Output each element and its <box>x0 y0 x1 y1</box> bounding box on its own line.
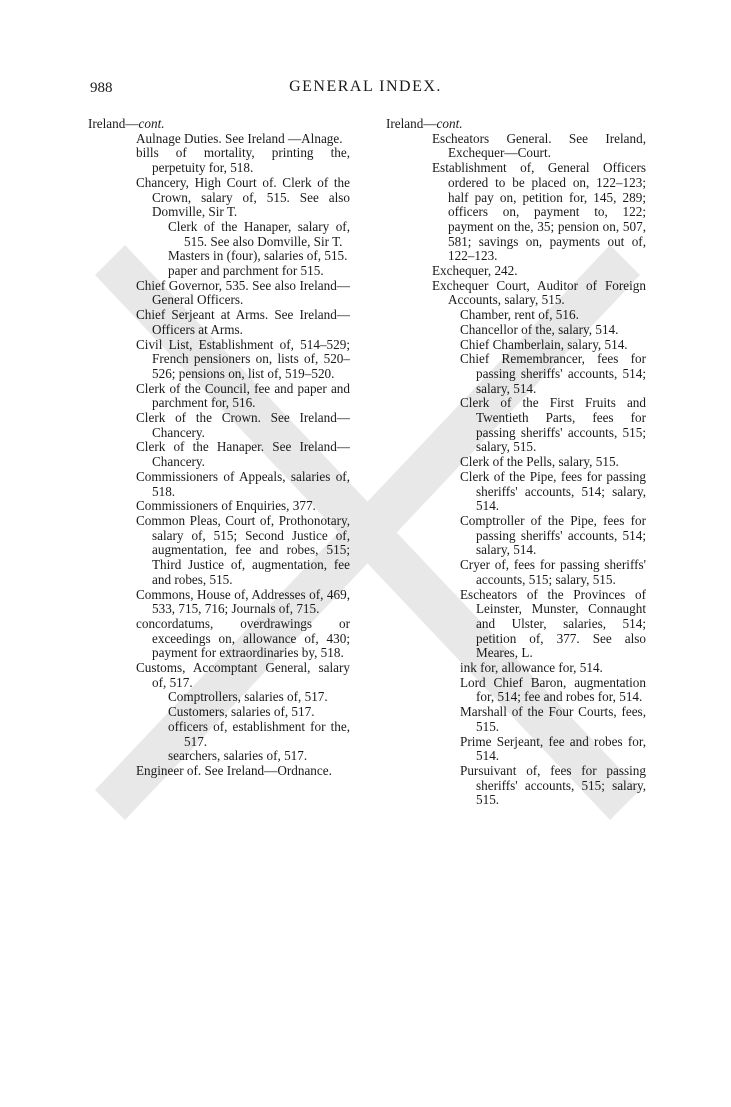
index-subentry: Marshall of the Four Courts, fees, 515. <box>460 704 646 734</box>
index-subentry: Clerk of the Pipe, fees for passing sheriffs' accounts, 514; salary, 514. <box>460 468 646 514</box>
page-title: GENERAL INDEX. <box>289 78 442 95</box>
index-subentry: paper and parchment for 515. <box>168 263 324 279</box>
left-column <box>88 117 350 779</box>
index-entry: Clerk of the Crown. See Ireland—Chancery. <box>136 410 350 440</box>
index-subentry: Lord Chief Baron, augmentation for, 514; fee and robes for, 514. <box>460 674 646 705</box>
right-column <box>386 117 646 808</box>
index-entry: Establishment of, General Officers ordered to be placed on, 122–123; half pay on, petition for, 145, 289; officers on, payment to, 122; payment on the, 35; pension on, 507, 581; savings on, payments out of, 122–123. <box>432 160 646 264</box>
index-entry: Exchequer Court, Auditor of Foreign Accounts, salary, 515. <box>432 277 646 308</box>
index-subentry: officers of, establishment for the, 517. <box>168 718 350 749</box>
index-entry: Aulnage Duties. See Ireland —Alnage. <box>136 130 343 146</box>
index-subentry: ink for, allowance for, 514. <box>460 660 603 676</box>
index-entry: Commissioners of Appeals, salaries of, 518. <box>136 468 350 499</box>
index-entry: Customs, Accomptant General, salary of, 517. <box>136 660 350 690</box>
index-entry: Chief Serjeant at Arms. See Ireland—Officers at Arms. <box>136 307 350 337</box>
index-subentry: searchers, salaries of, 517. <box>168 748 308 764</box>
index-entry: concordatums, overdrawings or exceedings on, allowance of, 430; payment for extraordinaries by, 518. <box>136 615 350 661</box>
index-subentry: Clerk of the Hanaper, salary of, 515. See also Domville, Sir T. <box>168 218 350 249</box>
index-entry: Commissioners of Enquiries, 377. <box>136 498 316 514</box>
index-subentry: Pursuivant of, fees for passing sheriffs' accounts, 515; salary, 515. <box>460 762 646 808</box>
index-subentry: Chancellor of the, salary, 514. <box>460 321 619 337</box>
index-entry: Engineer of. See Ireland—Ordnance. <box>136 762 332 778</box>
index-entry: bills of mortality, printing the, perpetuity for, 518. <box>136 145 350 176</box>
index-subentry: Comptroller of the Pipe, fees for passing sheriffs' accounts, 514; salary, 514. <box>460 512 646 558</box>
index-entry: Commons, House of, Addresses of, 469, 533, 715, 716; Journals of, 715. <box>136 586 350 617</box>
column-heading-text: Ireland— <box>386 116 437 131</box>
index-entry: Clerk of the Hanaper. See Ireland—Chancery. <box>136 439 350 470</box>
index-subentry: Chief Remembrancer, fees for passing sheriffs' accounts, 514; salary, 514. <box>460 351 646 396</box>
column-heading <box>88 117 350 132</box>
index-entry: Common Pleas, Court of, Prothonotary, salary of, 515; Second Justice of, augmentation, fee and robes, 515; Third Justice of, augmentation, fee and robes, 515. <box>136 512 350 587</box>
index-subentry: Customers, salaries of, 517. <box>168 704 315 720</box>
index-entry: Civil List, Establishment of, 514–529; French pensioners on, lists of, 520–526; pensions on, list of, 519–520. <box>136 336 350 381</box>
page-number: 988 <box>90 80 113 96</box>
index-entry: Chief Governor, 535. See also Ireland—General Officers. <box>136 277 350 308</box>
index-entry: Chancery, High Court of. Clerk of the Crown, salary of, 515. See also Domville, Sir T. <box>136 174 350 220</box>
index-subentry: Cryer of, fees for passing sheriffs' accounts, 515; salary, 515. <box>460 557 646 587</box>
index-subentry: Prime Serjeant, fee and robes for, 514. <box>460 733 646 764</box>
column-heading-cont: cont. <box>138 116 165 131</box>
column-heading-cont: cont. <box>436 116 463 131</box>
column-heading <box>386 117 646 132</box>
index-subentry: Clerk of the First Fruits and Twentieth Parts, fees for passing sheriffs' accounts, 515; salary, 515. <box>460 395 646 455</box>
index-subentry: Escheators of the Provinces of Leinster, Munster, Connaught and Ulster, salaries, 514; petition of, 377. See also Meares, L. <box>460 586 646 661</box>
index-entry: Exchequer, 242. <box>432 263 518 279</box>
index-subentry: Comptrollers, salaries of, 517. <box>168 689 328 705</box>
index-subentry: Masters in (four), salaries of, 515. <box>168 248 348 264</box>
index-subentry: Chief Chamberlain, salary, 514. <box>460 336 628 352</box>
index-subentry: Chamber, rent of, 516. <box>460 307 579 323</box>
index-subentry: Clerk of the Pells, salary, 515. <box>460 454 619 470</box>
index-entry: Clerk of the Council, fee and paper and parchment for, 516. <box>136 380 350 411</box>
index-entry: Escheators General. See Ireland, Exchequer—Court. <box>432 130 646 161</box>
column-heading-text: Ireland— <box>88 116 139 131</box>
